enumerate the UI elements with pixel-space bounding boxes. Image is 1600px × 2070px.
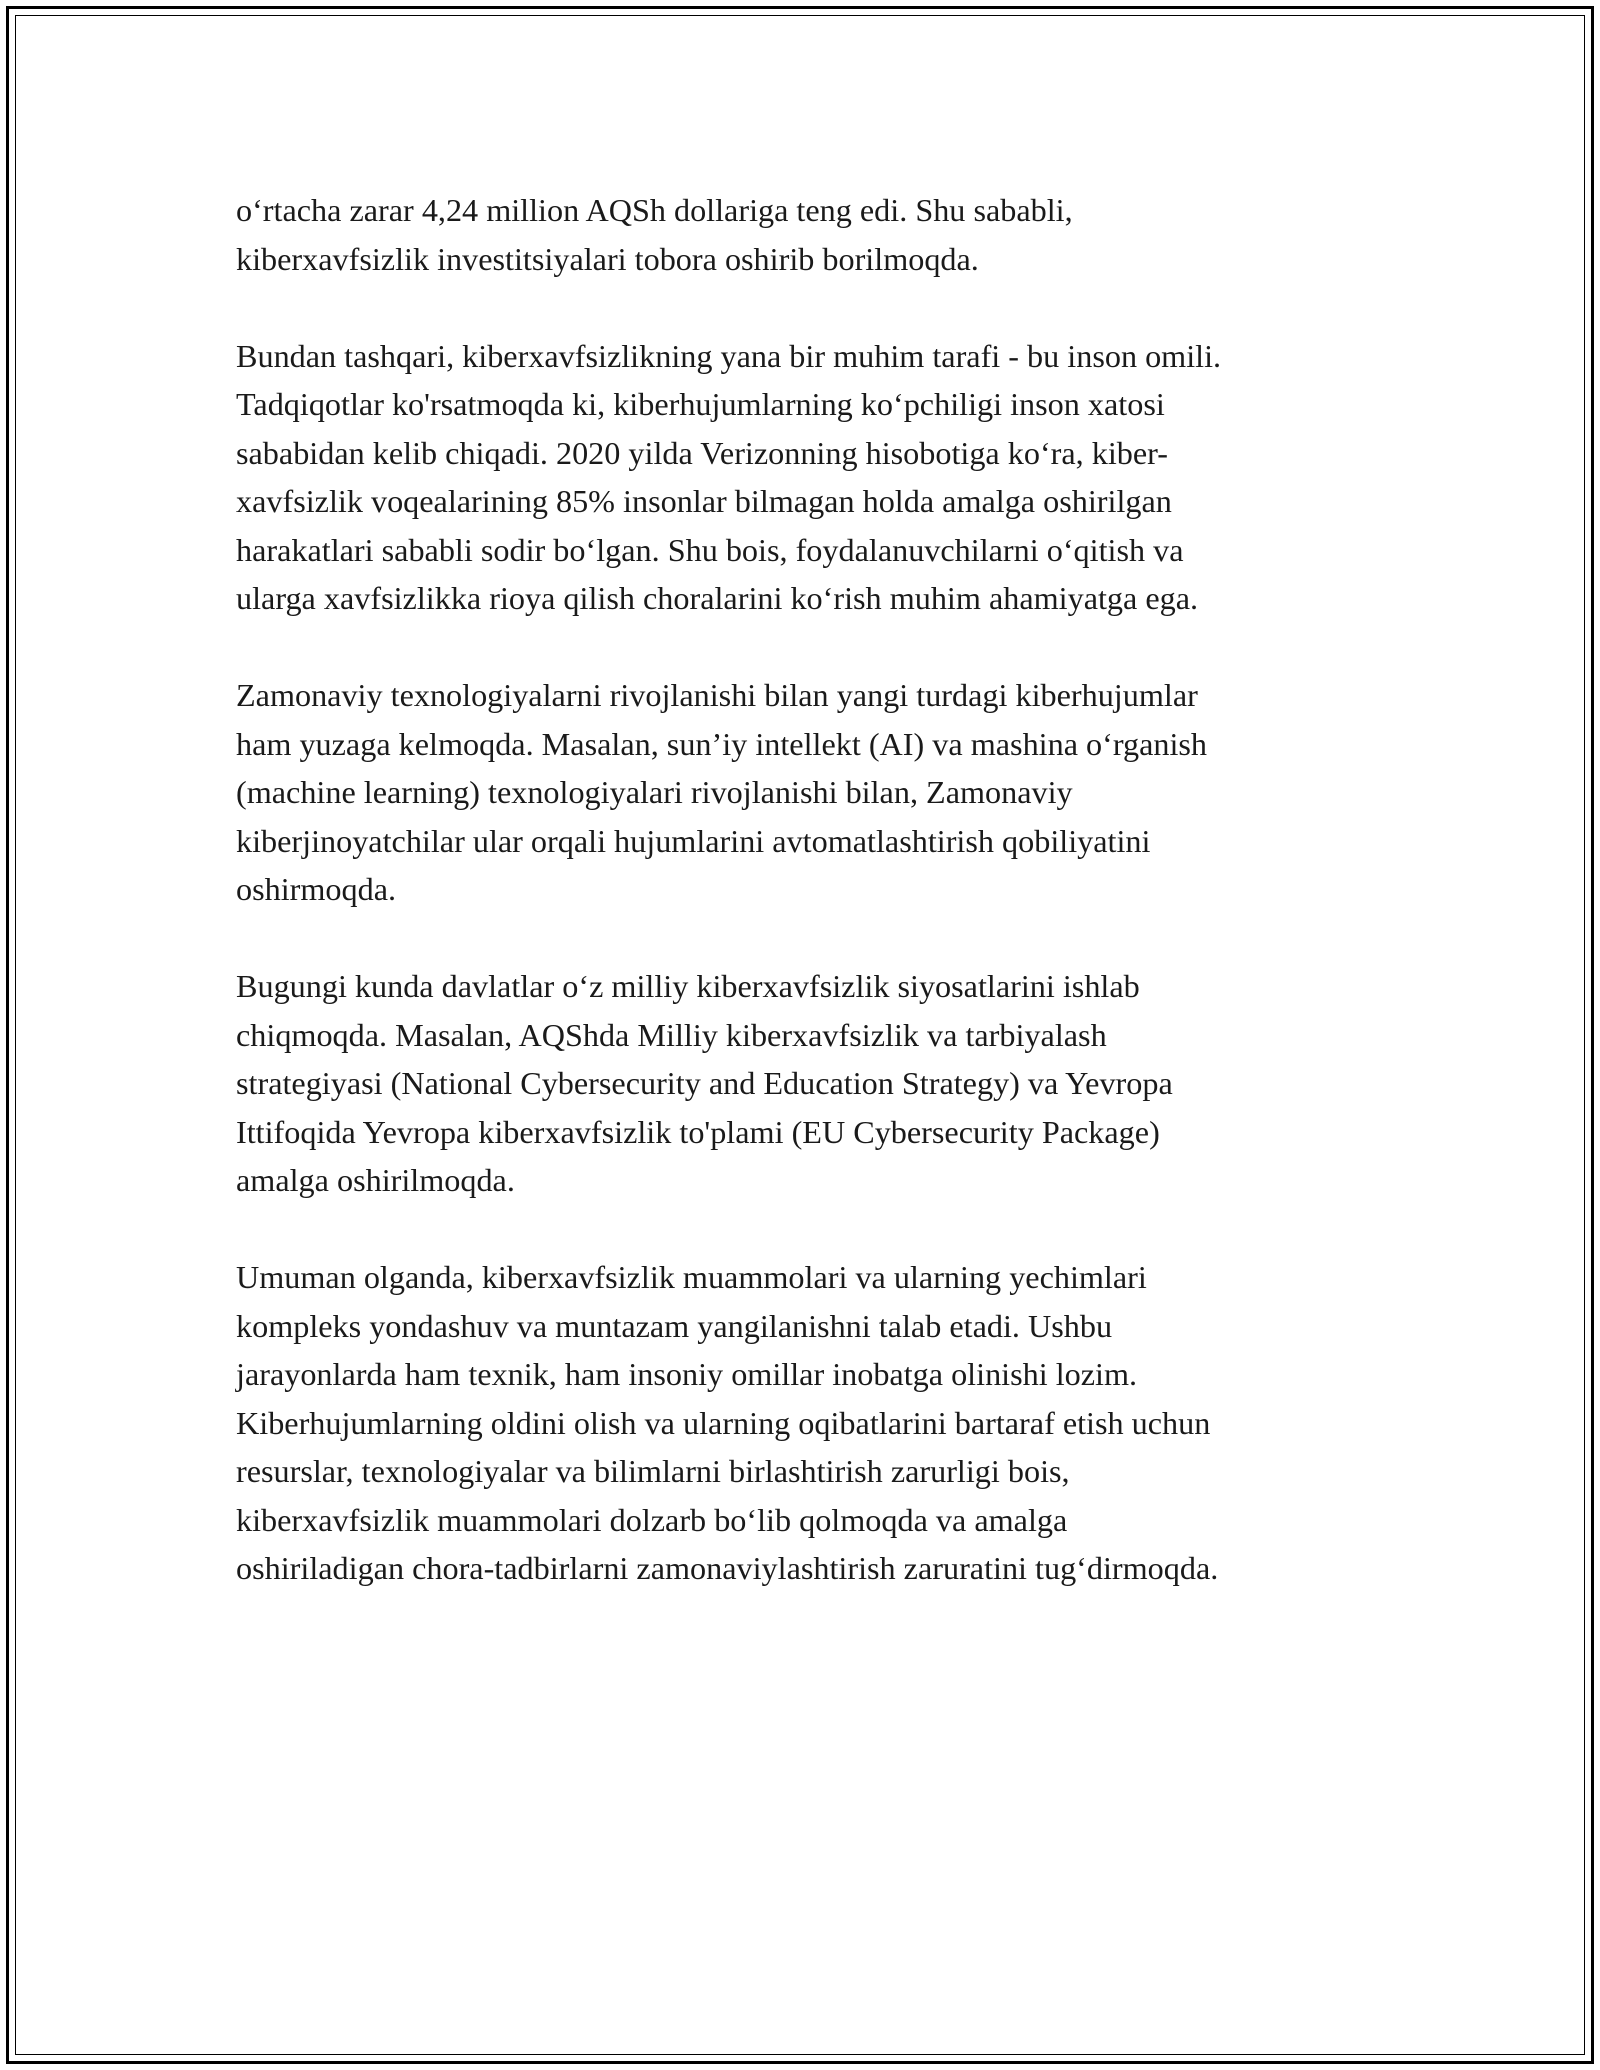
text-line: oshiriladigan chora-tadbirlarni zamonaviylashtirish zaruratini tug‘dirmoqda. <box>236 1550 1219 1586</box>
document-body <box>236 186 1370 1641</box>
text-line: (machine learning) texnologiyalari rivojlanishi bilan, Zamonaviy <box>236 774 1073 810</box>
text-line: Umuman olganda, kiberxavfsizlik muammolari va ularning yechimlari <box>236 1259 1147 1295</box>
text-line: Bugungi kunda davlatlar o‘z milliy kiberxavfsizlik siyosatlarini ishlab <box>236 968 1140 1004</box>
paragraph-1 <box>236 186 1370 283</box>
text-line: Zamonaviy texnologiyalarni rivojlanishi bilan yangi turdagi kiberhujumlar <box>236 677 1198 713</box>
paragraph-3 <box>236 671 1370 914</box>
text-line: xavfsizlik voqealarining 85% insonlar bilmagan holda amalga oshirilgan <box>236 483 1172 519</box>
text-line: kiberjinoyatchilar ular orqali hujumlarini avtomatlashtirish qobiliyatini <box>236 822 1151 859</box>
text-line: ularga xavfsizlikka rioya qilish choralarini ko‘rish muhim ahamiyatga ega. <box>236 580 1199 616</box>
text-line: sababidan kelib chiqadi. 2020 yilda Verizonning hisobotiga ko‘ra, kiber- <box>236 434 1168 471</box>
text-line: ham yuzaga kelmoqda. Masalan, sun’iy intellekt (AI) va mashina o‘rganish <box>236 725 1208 762</box>
text-line: jarayonlarda ham texnik, ham insoniy omillar inobatga olinishi lozim. <box>236 1356 1138 1392</box>
text-line: resurslar, texnologiyalar va bilimlarni birlashtirish zarurligi bois, <box>236 1453 1070 1489</box>
paragraph-4 <box>236 962 1370 1205</box>
text-line: chiqmoqda. Masalan, AQShda Milliy kiberxavfsizlik va tarbiyalash <box>236 1016 1107 1053</box>
text-line: harakatlari sababli sodir bo‘lgan. Shu bois, foydalanuvchilarni o‘qitish va <box>236 531 1184 568</box>
text-line: kompleks yondashuv va muntazam yangilanishni talab etadi. Ushbu <box>236 1307 1113 1344</box>
text-line: Ittifoqida Yevropa kiberxavfsizlik to'plami (EU Cybersecurity Package) <box>236 1113 1160 1150</box>
text-line: kiberxavfsizlik muammolari dolzarb bo‘lib qolmoqda va amalga <box>236 1501 1068 1538</box>
text-line: o‘rtacha zarar 4,24 million AQSh dollariga teng edi. Shu sababli, <box>236 192 1073 228</box>
text-line: Bundan tashqari, kiberxavfsizlikning yana bir muhim tarafi - bu inson omili. <box>236 337 1222 374</box>
text-line: Kiberhujumlarning oldini olish va ularning oqibatlarini bartaraf etish uchun <box>236 1404 1211 1441</box>
text-line: kiberxavfsizlik investitsiyalari tobora oshirib borilmoqda. <box>236 240 979 277</box>
paragraph-2 <box>236 332 1370 623</box>
text-line: amalga oshirilmoqda. <box>236 1162 515 1198</box>
paragraph-5 <box>236 1253 1370 1593</box>
text-line: Tadqiqotlar ko'rsatmoqda ki, kiberhujumlarning ko‘pchiligi inson xatosi <box>236 386 1165 422</box>
text-line: oshirmoqda. <box>236 871 397 907</box>
text-line: strategiyasi (National Cybersecurity and Education Strategy) va Yevropa <box>236 1065 1173 1101</box>
